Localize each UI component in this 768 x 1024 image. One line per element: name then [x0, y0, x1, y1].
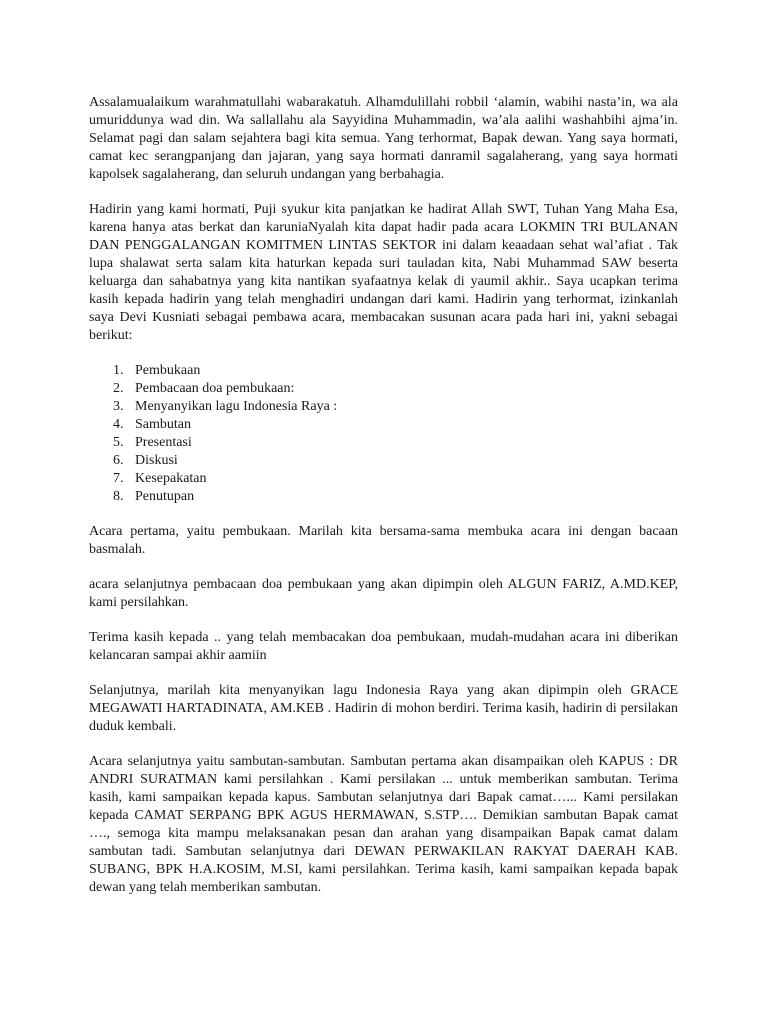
speeches-paragraph: Acara selanjutnya yaitu sambutan-sambutan. Sambutan pertama akan disampaikan oleh KAPUS : DR ANDRI SURATMAN kami persilahkan . Kami persilakan ... untuk memberikan sambutan. Terima kasih, kami sampaikan kepada kapus. Sambutan selanjutnya dari Bapak camat…... Kami persilakan kepada CAMAT SERPANG BPK AGUS HERMAWAN, S.STP…. Demikian sambutan Bapak camat …., semoga kita mampu melaksanakan pesan dan arahan yang disampaikan Bapak camat dalam sambutan tadi. Sambutan selanjutnya dari DEWAN PERWAKILAN RAKYAT DAERAH KAB. SUBANG, BPK H.A.KOSIM, M.SI, kami persilahkan. Terima kasih, kami sampaikan kepada bapak dewan yang telah memberikan sambutan.	[89, 754, 678, 895]
agenda-number: 6.	[113, 453, 124, 468]
agenda-label: Penutupan	[135, 489, 195, 504]
spacer	[89, 345, 678, 362]
prayer-paragraph: acara selanjutnya pembacaan doa pembukaan yang akan dipimpin oleh ALGUN FARIZ, A.MD.KEP, kami persilahkan.	[89, 577, 678, 610]
agenda-number: 8.	[113, 489, 124, 504]
agenda-label: Diskusi	[135, 453, 178, 468]
agenda-item	[113, 398, 678, 416]
agenda-item	[113, 488, 678, 506]
spacer	[89, 736, 678, 753]
opening-paragraph: Acara pertama, yaitu pembukaan. Marilah kita bersama-sama membuka acara ini dengan bacaan basmalah.	[89, 524, 678, 557]
agenda-number: 1.	[113, 363, 124, 378]
agenda-label: Kesepakatan	[135, 471, 207, 486]
spacer	[89, 665, 678, 682]
agenda-item	[113, 416, 678, 434]
document-page	[89, 94, 678, 897]
agenda-item	[113, 470, 678, 488]
agenda-label: Pembacaan doa pembukaan:	[135, 381, 295, 396]
agenda-label: Sambutan	[135, 417, 191, 432]
agenda-item	[113, 380, 678, 398]
anthem-paragraph: Selanjutnya, marilah kita menyanyikan lagu Indonesia Raya yang akan dipimpin oleh GRACE MEGAWATI HARTADINATA, AM.KEB . Hadirin di mohon berdiri. Terima kasih, hadirin di persilakan duduk kembali.	[89, 683, 678, 734]
spacer	[89, 506, 678, 523]
agenda-number: 2.	[113, 381, 124, 396]
agenda-label: Menyanyikan lagu Indonesia Raya :	[135, 399, 338, 414]
agenda-number: 5.	[113, 435, 124, 450]
agenda-number: 4.	[113, 417, 124, 432]
agenda-list	[89, 362, 678, 506]
agenda-item	[113, 434, 678, 452]
spacer	[89, 559, 678, 576]
thanks-paragraph: Terima kasih kepada .. yang telah membacakan doa pembukaan, mudah-mudahan acara ini diberikan kelancaran sampai akhir aamiin	[89, 630, 678, 663]
agenda-number: 3.	[113, 399, 124, 414]
agenda-number: 7.	[113, 471, 124, 486]
agenda-label: Presentasi	[135, 435, 192, 450]
spacer	[89, 184, 678, 201]
spacer	[89, 612, 678, 629]
agenda-item	[113, 362, 678, 380]
greeting-paragraph: Hadirin yang kami hormati, Puji syukur kita panjatkan ke hadirat Allah SWT, Tuhan Yang Maha Esa, karena hanya atas berkat dan karuniaNyalah kita dapat hadir pada acara LOKMIN TRI BULANAN DAN PENGGALANGAN KOMITMEN LINTAS SEKTOR ini dalam keaadaan sehat wal’afiat . Tak lupa shalawat serta salam kita haturkan kepada suri tauladan kita, Nabi Muhammad SAW beserta keluarga dan sahabatnya yang kita nantikan syafaatnya kelak di yaumil akhir.. Saya ucapkan terima kasih kepada hadirin yang telah menghadiri undangan dari kami. Hadirin yang terhormat, izinkanlah saya Devi Kusniati sebagai pembawa acara, membacakan susunan acara pada hari ini, yakni sebagai berikut:	[89, 202, 678, 343]
intro-paragraph: Assalamualaikum warahmatullahi wabarakatuh. Alhamdulillahi robbil ‘alamin, wabihi nasta’in, wa ala umuriddunya wad din. Wa sallallahu ala Sayyidina Muhammadin, wa’ala aalihi washahbihi ajma’in. Selamat pagi dan salam sejahtera bagi kita semua. Yang terhormat, Bapak dewan. Yang saya hormati, camat kec serangpanjang dan jajaran, yang saya hormati danramil sagalaherang, yang saya hormati kapolsek sagalaherang, dan seluruh undangan yang berbahagia.	[89, 95, 678, 182]
agenda-label: Pembukaan	[135, 363, 201, 378]
agenda-item	[113, 452, 678, 470]
